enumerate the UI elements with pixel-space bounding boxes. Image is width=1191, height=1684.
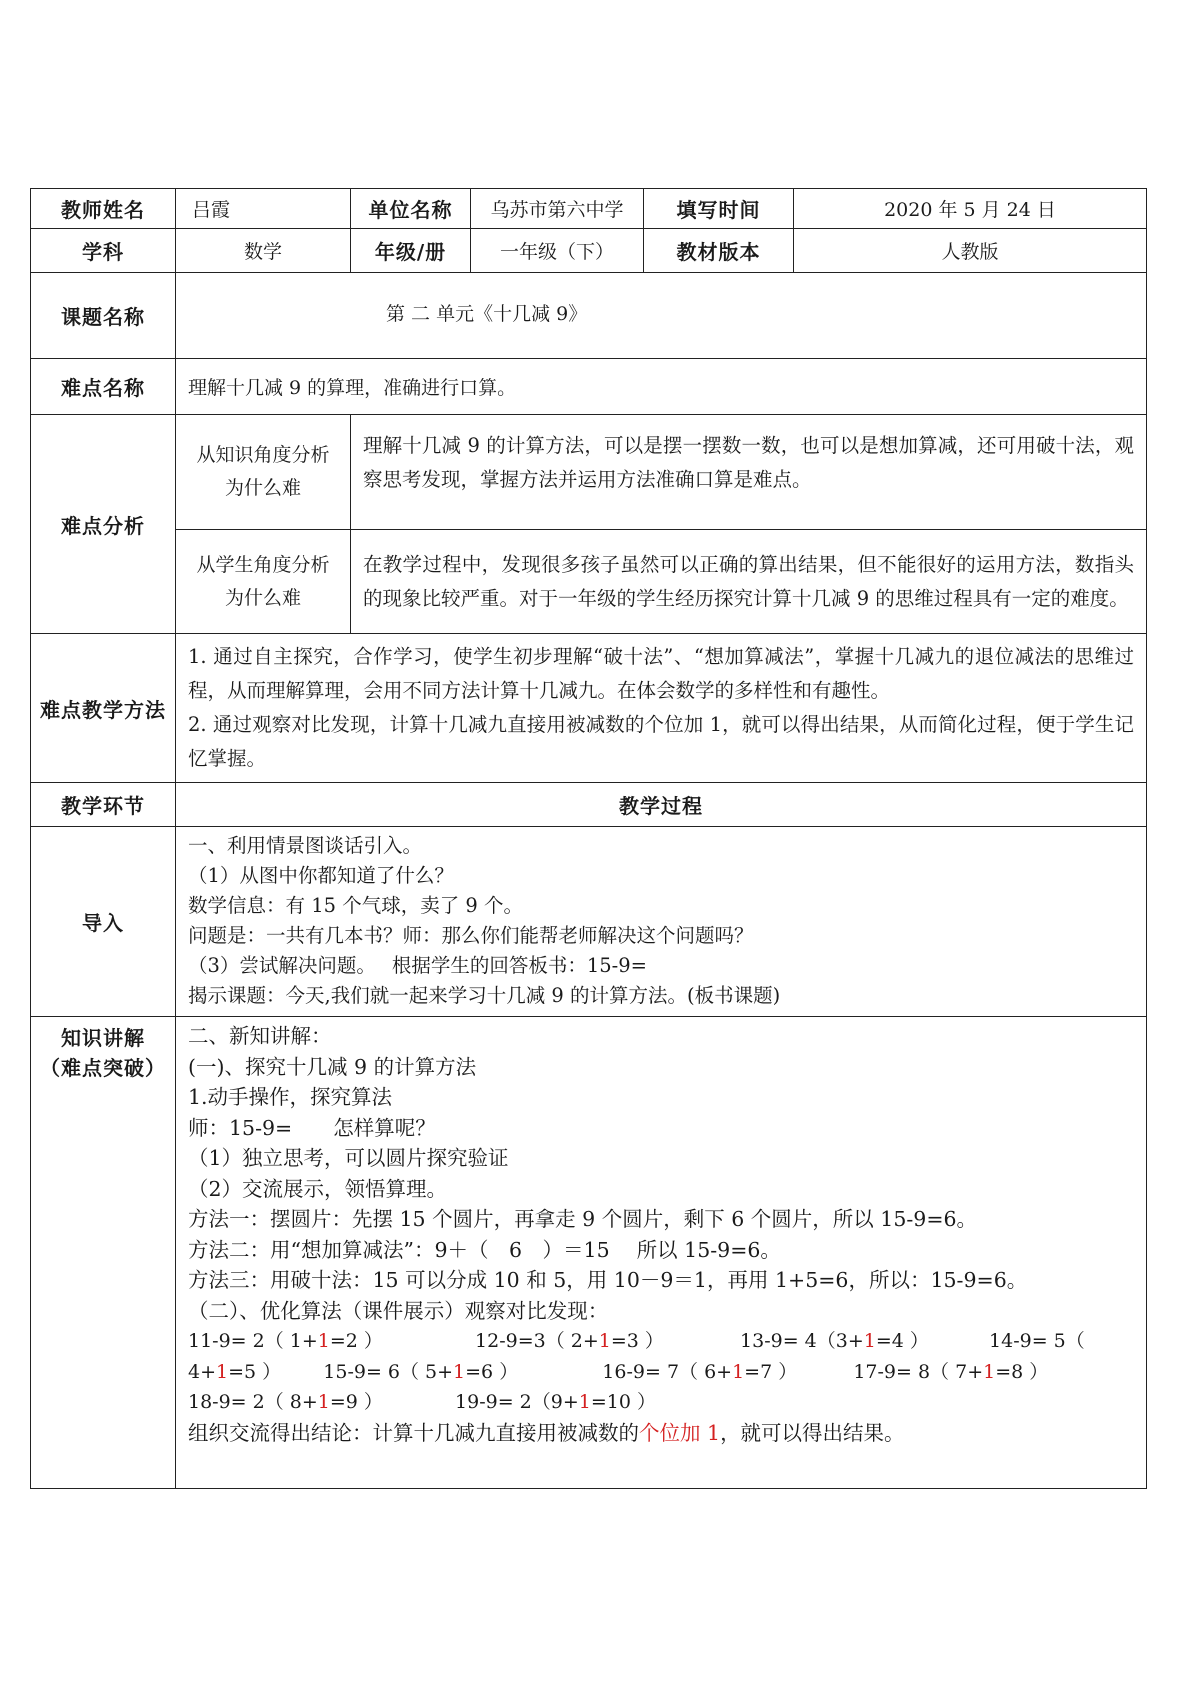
intro-line: 揭示课题：今天,我们就一起来学习十几减 9 的计算方法。(板书课题) (188, 984, 781, 1007)
analysis-student-row (31, 530, 1147, 634)
knowledge-line: （二）、优化算法（课件展示）观察对比发现： (188, 1298, 609, 1323)
knowledge-line: （2）交流展示，领悟算理。 (188, 1176, 448, 1201)
knowledge-line: 方法一：摆圆片：先摆 15 个圆片，再拿走 9 个圆片，剩下 6 个圆片，所以 15-9=6。 (188, 1207, 978, 1231)
stage-label: 教学环节 (31, 783, 176, 827)
compare-row-1 (188, 1326, 1134, 1357)
topic-value: 第 二 单元《十几减 9》 (176, 273, 1147, 359)
difficulty-value: 理解十几减 9 的算理，准确进行口算。 (176, 359, 1147, 415)
compare-item: 11-9= 2（ 1+1=2 ） (188, 1330, 383, 1352)
time-value: 2020 年 5 月 24 日 (794, 189, 1147, 229)
unit-value: 乌苏市第六中学 (471, 189, 644, 229)
knowledge-line: 师：15-9= 怎样算呢？ (188, 1115, 436, 1140)
method-text-2: 2. 通过观察对比发现，计算十几减九直接用被减数的个位加 1，就可以得出结果，从而简化过程，便于学生记忆掌握。 (188, 713, 1134, 770)
compare-item: 15-9= 6（ 5+1=6 ） (323, 1360, 519, 1383)
method-text-1: 1. 通过自主探究，合作学习，使学生初步理解“破十法”、“想加算减法”，掌握十几减九的退位减法的思维过程，从而理解算理，会用不同方法计算十几减九。在体会数学的多样性和有趣性。 (188, 645, 1134, 702)
difficulty-label: 难点名称 (31, 359, 176, 415)
compare-item: 19-9= 2（9+1=10 ） (455, 1391, 657, 1413)
knowledge-label-line-2: （难点突破） (40, 1056, 166, 1080)
intro-line: 问题是：一共有几本书？师：那么你们能帮老师解决这个问题吗？ (188, 924, 754, 947)
conclusion-line: 组织交流得出结论：计算十几减九直接用被减数的个位加 1，就可以得出结果。 (188, 1420, 905, 1445)
subject-value: 数学 (176, 229, 351, 273)
teacher-value: 吕霞 (176, 189, 351, 229)
teacher-label: 教师姓名 (31, 189, 176, 229)
compare-item: 4+1=5 ） (188, 1360, 282, 1383)
knowledge-line: 方法三：用破十法：15 可以分成 10 和 5，用 10－9＝1，再用 1+5=6，所以：15-9=6。 (188, 1268, 1028, 1292)
student-angle-text: 在教学过程中，发现很多孩子虽然可以正确的算出结果，但不能很好的运用方法，数指头的现象比较严重。对于一年级的学生经历探究计算十几减 9 的思维过程具有一定的难度。 (351, 530, 1147, 634)
knowledge-line: (一)、探究十几减 9 的计算方法 (188, 1054, 477, 1079)
knowledge-angle-label-line-2: 为什么难 (224, 477, 301, 499)
grade-label: 年级/册 (351, 229, 471, 273)
knowledge-angle-label-line-1: 从知识角度分析 (196, 444, 330, 466)
grade-value: 一年级（下） (471, 229, 644, 273)
knowledge-line: 二、新知讲解： (188, 1024, 332, 1048)
knowledge-angle-text: 理解十几减 9 的计算方法，可以是摆一摆数一数，也可以是想加算减，还可用破十法，观察思考发现，掌握方法并运用方法准确口算是难点。 (351, 415, 1147, 530)
compare-item: 16-9= 7（ 6+1=7 ） (602, 1360, 798, 1383)
intro-label: 导入 (31, 827, 176, 1017)
analysis-knowledge-row (31, 415, 1147, 530)
method-text (176, 634, 1147, 783)
subject-label: 学科 (31, 229, 176, 273)
student-angle-label-line-2: 为什么难 (224, 586, 301, 609)
conclusion-highlight: 个位加 1 (639, 1420, 721, 1445)
process-header-row (31, 783, 1147, 827)
topic-label: 课题名称 (31, 273, 176, 359)
lesson-plan-document (30, 188, 1146, 1489)
intro-line: （1）从图中你都知道了什么？ (188, 864, 454, 887)
analysis-label: 难点分析 (31, 415, 176, 634)
compare-item: 14-9= 5（ (989, 1330, 1085, 1352)
knowledge-line: 方法二：用“想加算减法”：9＋（ 6 ）＝15 所以 15-9=6。 (188, 1237, 781, 1262)
edition-value: 人教版 (794, 229, 1147, 273)
knowledge-content (176, 1017, 1147, 1489)
method-label: 难点教学方法 (31, 634, 176, 783)
method-row (31, 634, 1147, 783)
compare-item: 17-9= 8（ 7+1=8 ） (853, 1360, 1049, 1383)
knowledge-label (31, 1017, 176, 1489)
compare-item: 18-9= 2（ 8+1=9 ） (188, 1391, 383, 1413)
intro-line: （3）尝试解决问题。 根据学生的回答板书：15-9= (188, 954, 648, 977)
student-angle-label-line-1: 从学生角度分析 (196, 553, 330, 576)
time-label: 填写时间 (644, 189, 794, 229)
info-row-2 (31, 229, 1147, 273)
knowledge-angle-label (176, 415, 351, 530)
intro-line: 一、利用情景图谈话引入。 (188, 834, 423, 857)
unit-label: 单位名称 (351, 189, 471, 229)
student-angle-label (176, 530, 351, 634)
topic-row (31, 273, 1147, 359)
difficulty-row (31, 359, 1147, 415)
process-label: 教学过程 (176, 783, 1147, 827)
compare-row-3 (188, 1387, 1134, 1418)
knowledge-line: （1）独立思考，可以圆片探究验证 (188, 1146, 509, 1170)
intro-row (31, 827, 1147, 1017)
compare-item: 13-9= 4（3+1=4 ） (740, 1330, 929, 1352)
edition-label: 教材版本 (644, 229, 794, 273)
info-row-1 (31, 189, 1147, 229)
knowledge-label-line-1: 知识讲解 (61, 1026, 145, 1050)
intro-line: 数学信息：有 15 个气球，卖了 9 个。 (188, 894, 524, 917)
compare-item: 12-9=3（ 2+1=3 ） (475, 1330, 664, 1352)
compare-row-2 (188, 1357, 1134, 1388)
lesson-plan-table (30, 188, 1147, 1489)
knowledge-line: 1.动手操作，探究算法 (188, 1085, 393, 1109)
intro-content (176, 827, 1147, 1017)
knowledge-row (31, 1017, 1147, 1489)
